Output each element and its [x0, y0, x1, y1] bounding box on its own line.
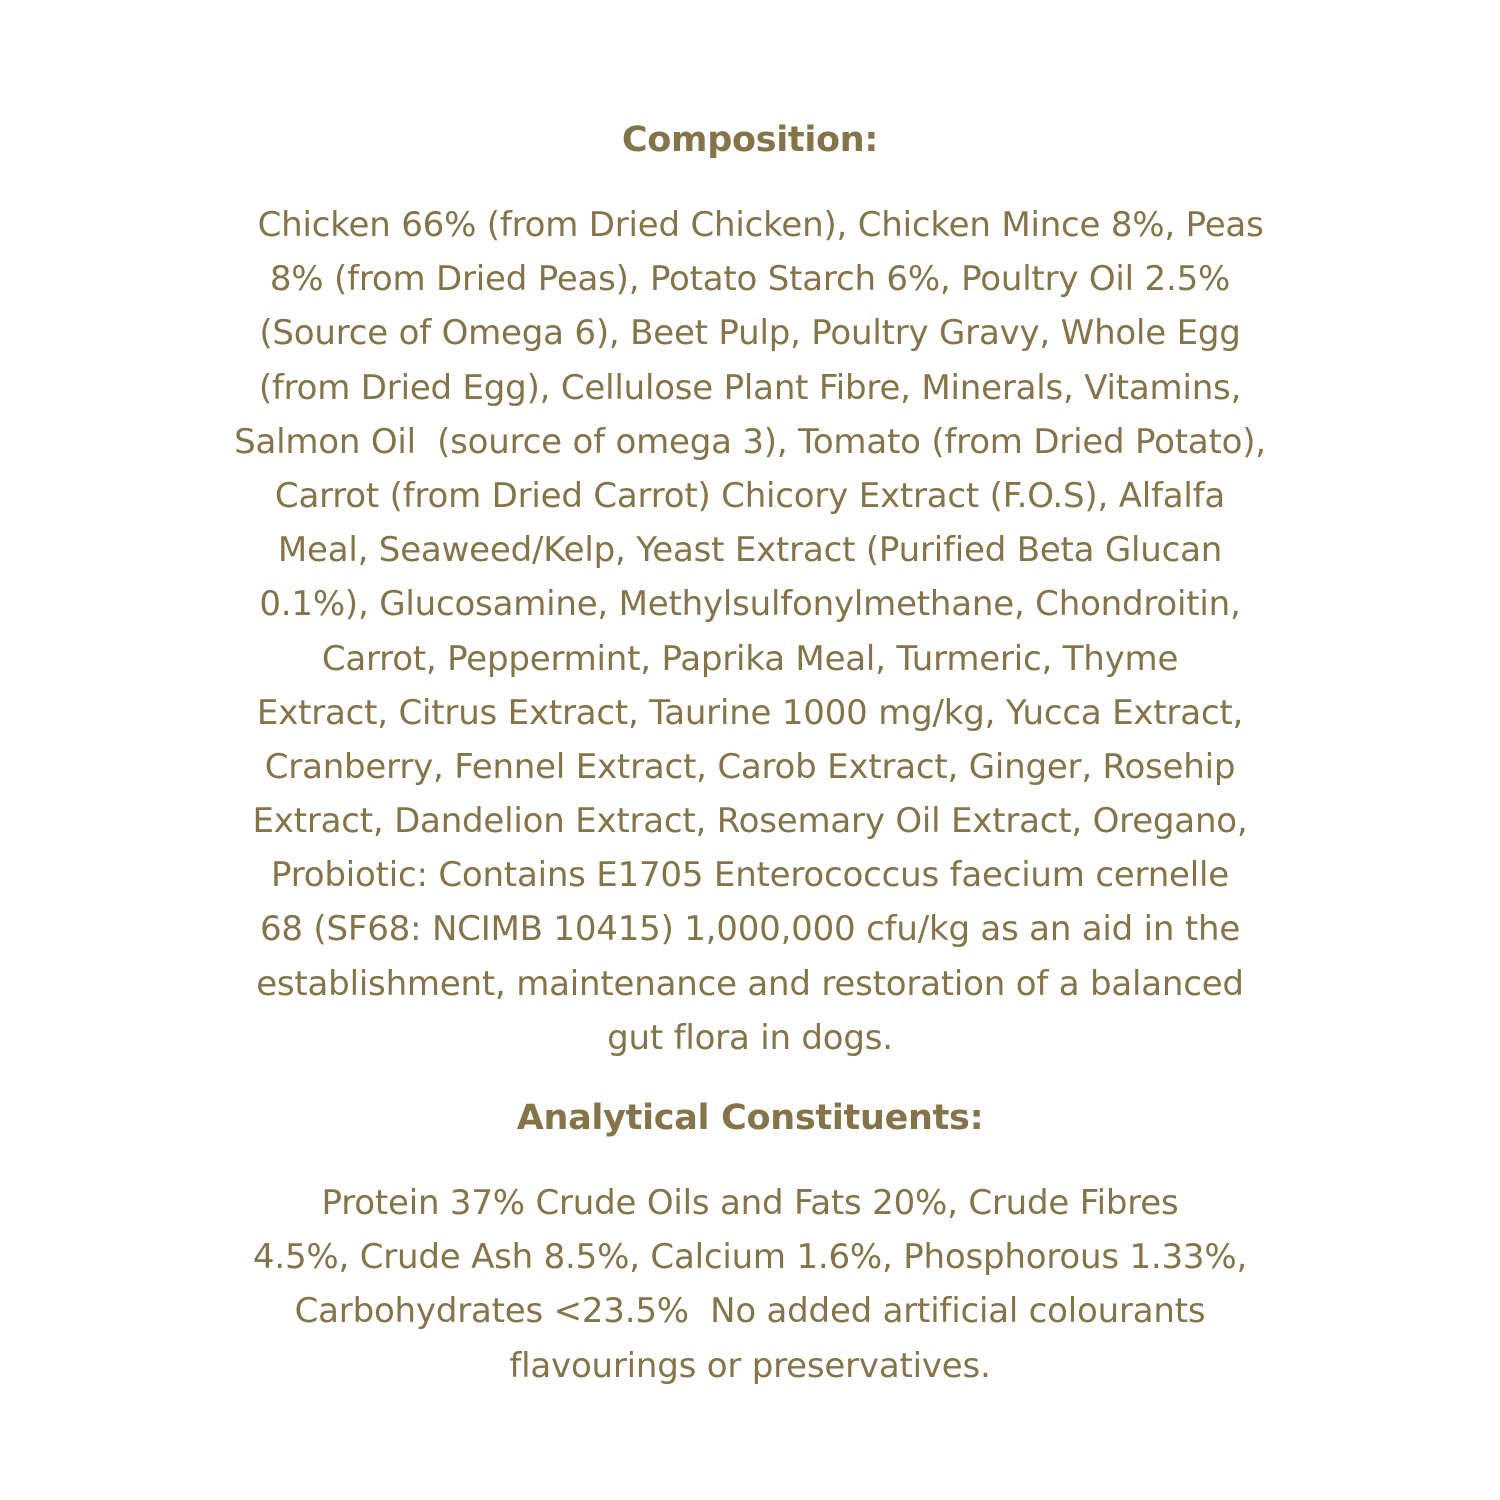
composition-line: Extract, Citrus Extract, Taurine 1000 mg/kg, Yucca Extract, — [256, 692, 1244, 733]
composition-line: 0.1%), Glucosamine, Methylsulfonylmethane, Chondroitin, — [259, 584, 1241, 625]
analytical-line: Protein 37% Crude Oils and Fats 20%, Crude Fibres — [321, 1183, 1179, 1223]
composition-line: (Source of Omega 6), Beet Pulp, Poultry Gravy, Whole Egg — [259, 313, 1241, 354]
composition-line: (from Dried Egg), Cellulose Plant Fibre, Minerals, Vitamins, — [258, 367, 1242, 408]
composition-line: Carrot, Peppermint, Paprika Meal, Turmeric, Thyme — [321, 638, 1179, 679]
composition-heading: Composition: — [621, 120, 879, 160]
analytical-line: Carbohydrates <23.5% No added artificial colourants — [294, 1291, 1206, 1332]
analytical-line: flavourings or preservatives. — [509, 1345, 991, 1386]
composition-text — [0, 198, 1500, 1065]
composition-line: 8% (from Dried Peas), Potato Starch 6%, Poultry Oil 2.5% — [269, 259, 1231, 300]
composition-line: Salmon Oil (source of omega 3), Tomato (from Dried Potato), — [234, 421, 1266, 462]
analytical-constituents-heading: Analytical Constituents: — [516, 1098, 984, 1138]
composition-line: Probiotic: Contains E1705 Enterococcus faecium cernelle — [271, 855, 1229, 896]
composition-line: 68 (SF68: NCIMB 10415) 1,000,000 cfu/kg as an aid in the — [259, 909, 1241, 950]
composition-line: Carrot (from Dried Carrot) Chicory Extract (F.O.S), Alfalfa — [274, 475, 1226, 516]
composition-line: gut flora in dogs. — [607, 1017, 893, 1058]
composition-line: Extract, Dandelion Extract, Rosemary Oil Extract, Oregano, — [252, 801, 1248, 842]
analytical-line: 4.5%, Crude Ash 8.5%, Calcium 1.6%, Phosphorous 1.33%, — [252, 1237, 1248, 1278]
composition-line: Cranberry, Fennel Extract, Carob Extract, Ginger, Rosehip — [264, 746, 1236, 787]
analytical-constituents-text — [0, 1176, 1500, 1393]
composition-line: establishment, maintenance and restoration of a balanced — [256, 963, 1244, 1004]
composition-line: Meal, Seaweed/Kelp, Yeast Extract (Purified Beta Glucan — [277, 530, 1223, 571]
composition-line: Chicken 66% (from Dried Chicken), Chicken Mince 8%, Peas — [236, 205, 1264, 245]
